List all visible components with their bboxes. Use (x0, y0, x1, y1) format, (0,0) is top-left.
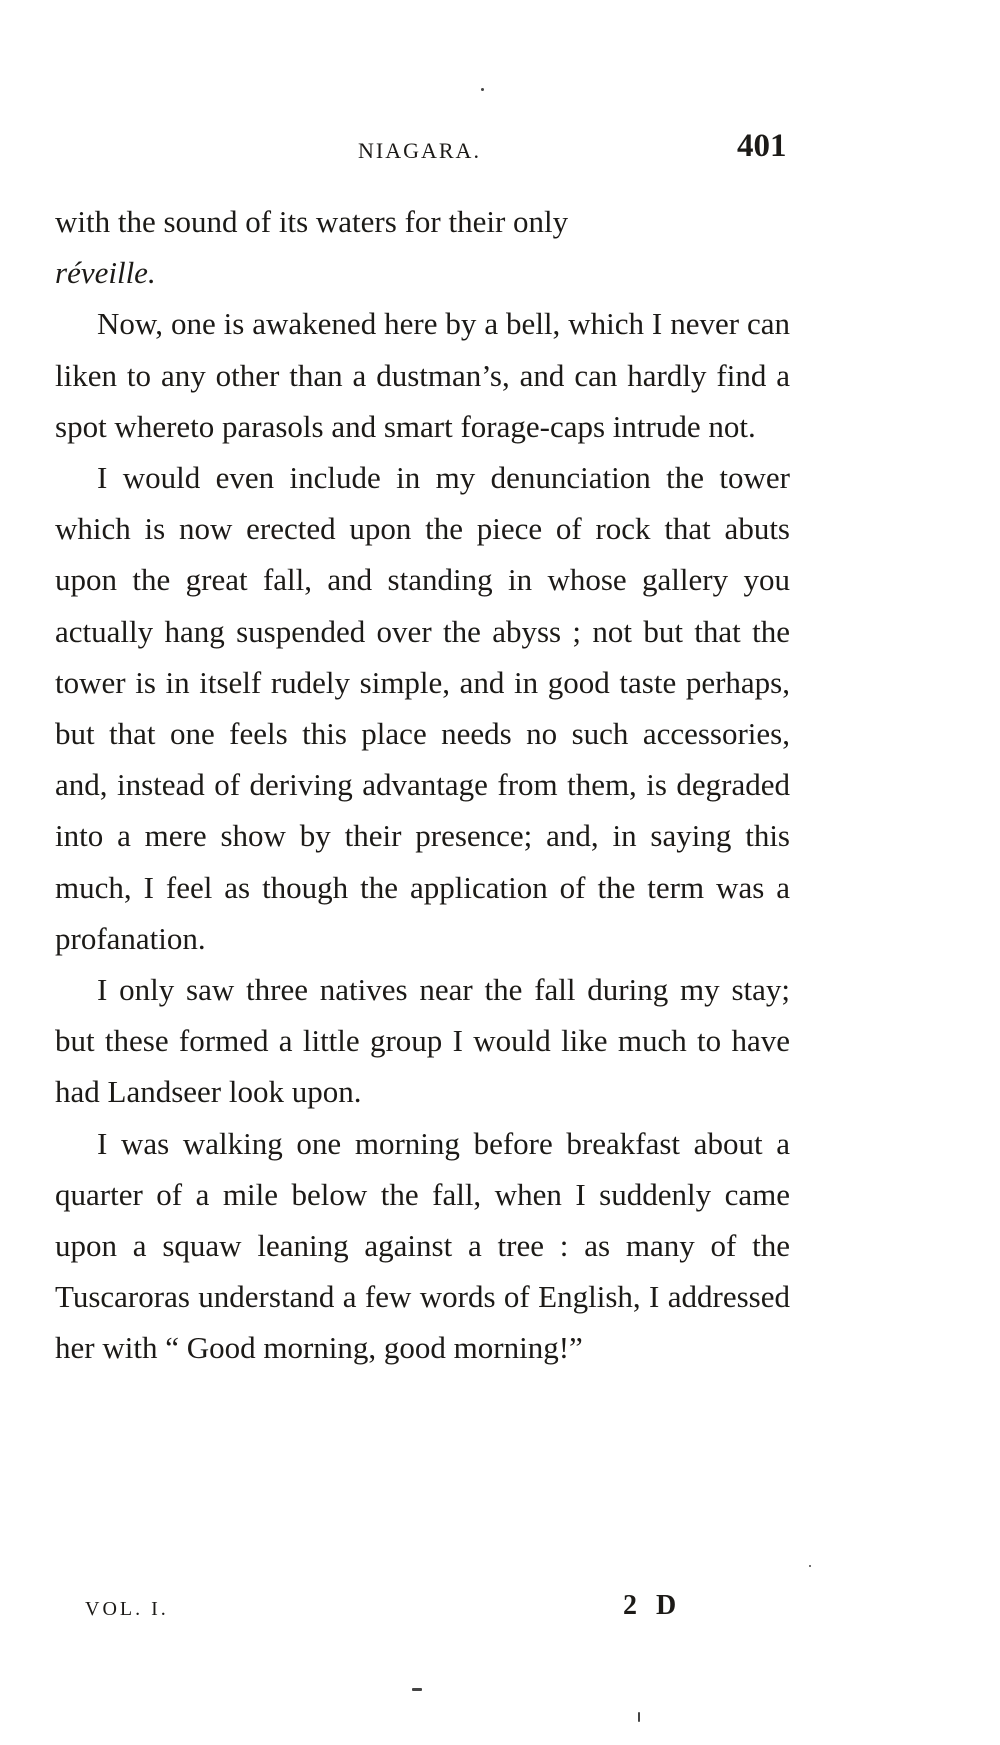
print-speck (481, 88, 484, 91)
body-text (55, 196, 790, 1374)
paragraph-bell: Now, one is awakened here by a bell, which I never can liken to any other than a dustman’s, and can hardly find a spot whereto parasols and smart forage-caps intrude not. (55, 306, 790, 444)
signature-mark: 2 D (623, 1590, 683, 1621)
print-speck (809, 1565, 811, 1567)
page-footer (0, 1590, 1000, 1636)
page-number: 401 (737, 128, 787, 164)
print-speck (412, 1688, 422, 1691)
paragraph-continuation (55, 196, 790, 298)
print-speck (638, 1712, 640, 1722)
paragraph-continuation-text: with the sound of its waters for their only (55, 204, 569, 239)
volume-label: VOL. I. (85, 1598, 169, 1620)
running-title: NIAGARA. (358, 138, 481, 163)
running-head (0, 128, 1000, 178)
paragraph-tower: I would even include in my denunciation the tower which is now erected upon the piece of rock that abuts upon the great fall, and standing in whose gallery you actually hang suspended over the abyss ; not but that the tower is in itself rudely simple, and in good taste perhaps, but that one feels this place needs no such accessories, and, instead of deriving advantage from them, is degraded into a mere show by their presence; and, in saying this much, I feel as though the application of the term was a profanation. (55, 460, 790, 956)
paragraph-natives: I only saw three natives near the fall during my stay; but these formed a little group I would like much to have had Landseer look upon. (55, 972, 790, 1110)
reveille-word: réveille. (55, 255, 156, 291)
paragraph-squaw: I was walking one morning before breakfast about a quarter of a mile below the fall, when I suddenly came upon a squaw leaning against a tree : as many of the Tuscaroras understand a few words of English, I addressed her with “ Good morning, good morning!” (55, 1125, 790, 1366)
